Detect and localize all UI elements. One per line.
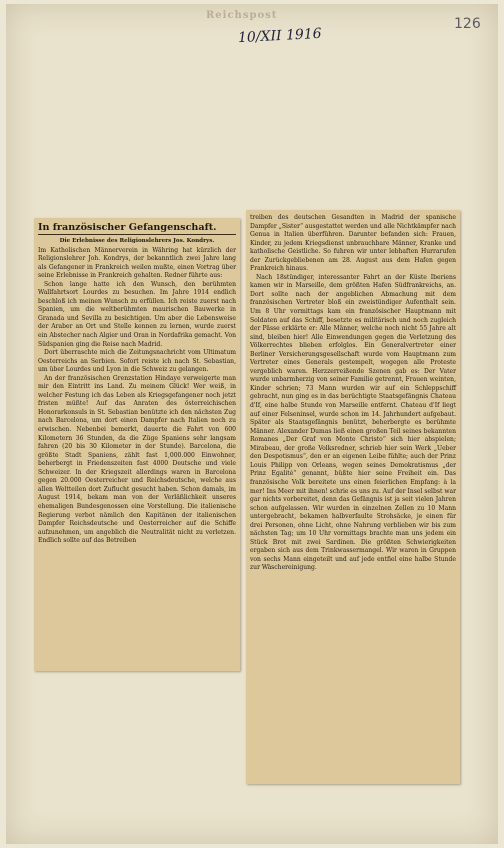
folio-number: 126 <box>454 16 481 32</box>
article-headline: In französischer Gefangenschaft. <box>38 222 236 235</box>
newspaper-clipping-right <box>246 210 460 784</box>
article-paragraph: Nach 18stündiger, interessanter Fahrt an der Küste Iberiens kamen wir in Marseille, dem größten Hafen Südfrankreichs, an. Dort sollte nach der angeblichen Abmachung mit dem französischen Vertreter bloß ein zweistündiger Aufenthalt sein. Um 8 Uhr vormittags kam ein französischer Hauptmann mit Soldaten auf das Schiff, besetzte es militärisch und noch zugleich der Pässe erklärte er: Alle Männer, welche noch nicht 55 Jahre alt sind, bleiben hier! Alle Einwendungen gegen die Verletzung des Völkerrechtes blieben erfolglos. Ein Generalvertreter einer Berliner Versicherungsgesellschaft wurde vom Hauptmann zum Vertreter eines Generals gestempelt, wogegen alle Proteste vergeblich waren. Herzzerreißende Szenen gab es: Der Vater wurde unbarmherzig von seiner Familie getrennt, Frauen weinten, Kinder schrien; 73 Mann wurden wir auf ein Schleppschiff gebracht, nun ging es in das berüchtigte Staatsgefängnis Chateau d'If, eine halbe Stunde von Marseille entfernt. Chateau d'If liegt auf einer Felseninsel, wurde schon im 14. Jahrhundert aufgebaut. Später als Staatsgefängnis benützt, beherbergte es berühmte Männer. Alexander Dumas ließ einen großen Teil seines bekannten Romanes „Der Graf von Monte Christo“ sich hier abspielen; Mirabeau, der große Volksredner, schrieb hier sein Werk „Ueber den Despotismus“, den er an eigenen Leibe fühlte; auch der Prinz Louis Philipp von Orleans, wegen seines Demokratismus „der Prinz Egalité“ genannt, büßte hier seine Freiheit ein. Das französische Volk bereitete uns einen feierlichen Empfang: à la mer! Ins Meer mit ihnen! schrie es uns zu. Auf der Insel selbst war gar nichts vorbereitet, denn das Gefängnis ist ja seit vielen Jahren schon aufgelassen. Wir wurden in einzelnen Zellen zu 10 Mann untergebracht, bekamen halbverfaulte Strohsäcke, je einen für drei Personen, ohne Licht, ohne Nahrung verblieben wir bis zum nächsten Tag; um 10 Uhr vormittags brachte man uns jedem ein Stück Brot mit zwei Sardinen. Die größten Schwierigkeiten ergaben sich aus dem Trinkwassermangel. Wir waren in Gruppen von sechs Mann eingeteilt und auf jede entfiel eine halbe Stunde zur Wäschereinigung. <box>250 273 456 572</box>
archive-stamp: Reichspost <box>206 10 278 21</box>
article-paragraph: treiben des deutschen Gesandten in Madrid der spanische Dampfer „Sister“ ausgestattet werden und alle Nichtkämpfer nach Genua in Italien überführen. Darunter befanden sich: Frauen, Kinder, zu jedem Kriegsdienst unbrauchbare Männer, Kranke und katholische Geistliche. So fuhren wir unter lebhaften Hurrarufen der Zurückgebliebenen am 28. August aus dem Hafen gegen Frankreich hinaus. <box>250 214 456 273</box>
article-paragraph: Dort überraschte mich die Zeitungsnachricht vom Ultimatum Oesterreichs an Serbien. Sofort reiste ich nach St. Sebastian, um über Lourdes und Lyon in die Schweiz zu gelangen. <box>38 349 236 374</box>
handwritten-date: 10/XII 1916 <box>237 25 323 47</box>
article-paragraph: An der französischen Grenzstation Hindaye verweigerte man mir den Eintritt ins Land. Zu meinem Glück! Wer weiß, in welcher Festung ich das Leben als Kriegsgefangener noch jetzt fristen müßte! Auf das Anraten des österreichischen Honorarkonsuls in St. Sebastian benützte ich den nächsten Zug nach Barcelona, um dort einen Dampfer nach Italien noch zu erwischen. Nebenbei bemerkt, dauerte die Fahrt von 600 Kilometern 36 Stunden, da die Züge Spaniens sehr langsam fahren (20 bis 30 Kilometer in der Stunde). Barcelona, die größte Stadt Spaniens, zählt fast 1,000.000 Einwohner, beherbergt in Friedenszeiten fast 4000 Deutsche und viele Schweizer. In der Kriegszeit allerdings waren in Barcelona gegen 20.000 Oesterreicher und Reichsdeutsche, welche aus allen Weltteilen dort Zuflucht gesucht haben. Schon damals, im August 1914, bekam man von der Verläßlichkeit unseres ehemaligen Bundesgenossen eine Vorstellung. Die italienische Regierung verbot nämlich den Kapitänen der italienischen Dampfer Reichsdeutsche und Oesterreicher auf die Schiffe aufzunehmen, um angeblich die Neutralität nicht zu verletzen. Endlich sollte auf das Betreiben <box>38 374 236 545</box>
article-paragraph: Im Katholischen Männerverein in Währing hat kürzlich der Religionslehrer Joh. Kondrys, der bekanntlich zwei Jahre lang als Gefangener in Frankreich weilen mußte, einen Vortrag über seine Erlebnisse in Frankreich gehalten. Redner führte aus: <box>38 246 236 280</box>
article-subhead: Die Erlebnisse des Religionslehrers Jos. Kondrys. <box>59 238 215 244</box>
newspaper-clipping-left <box>34 218 240 671</box>
article-paragraph: Schon lange hatte ich den Wunsch, den berühmten Wallfahrtsort Lourdes zu besuchen. Im Jahre 1914 endlich beschloß ich meinen Wunsch zu erfüllen. Ich reiste zuerst nach Spanien, um die weltberühmten maurischen Bauwerke in Granada und Sevilla zu besichtigen. Um aber die Lebensweise der Araber an Ort und Stelle kennen zu lernen, wurde zuerst ein Abstecher nach Algier und Oran in Nordafrika gemacht. Von Südspanien ging die Reise nach Madrid. <box>38 280 236 348</box>
